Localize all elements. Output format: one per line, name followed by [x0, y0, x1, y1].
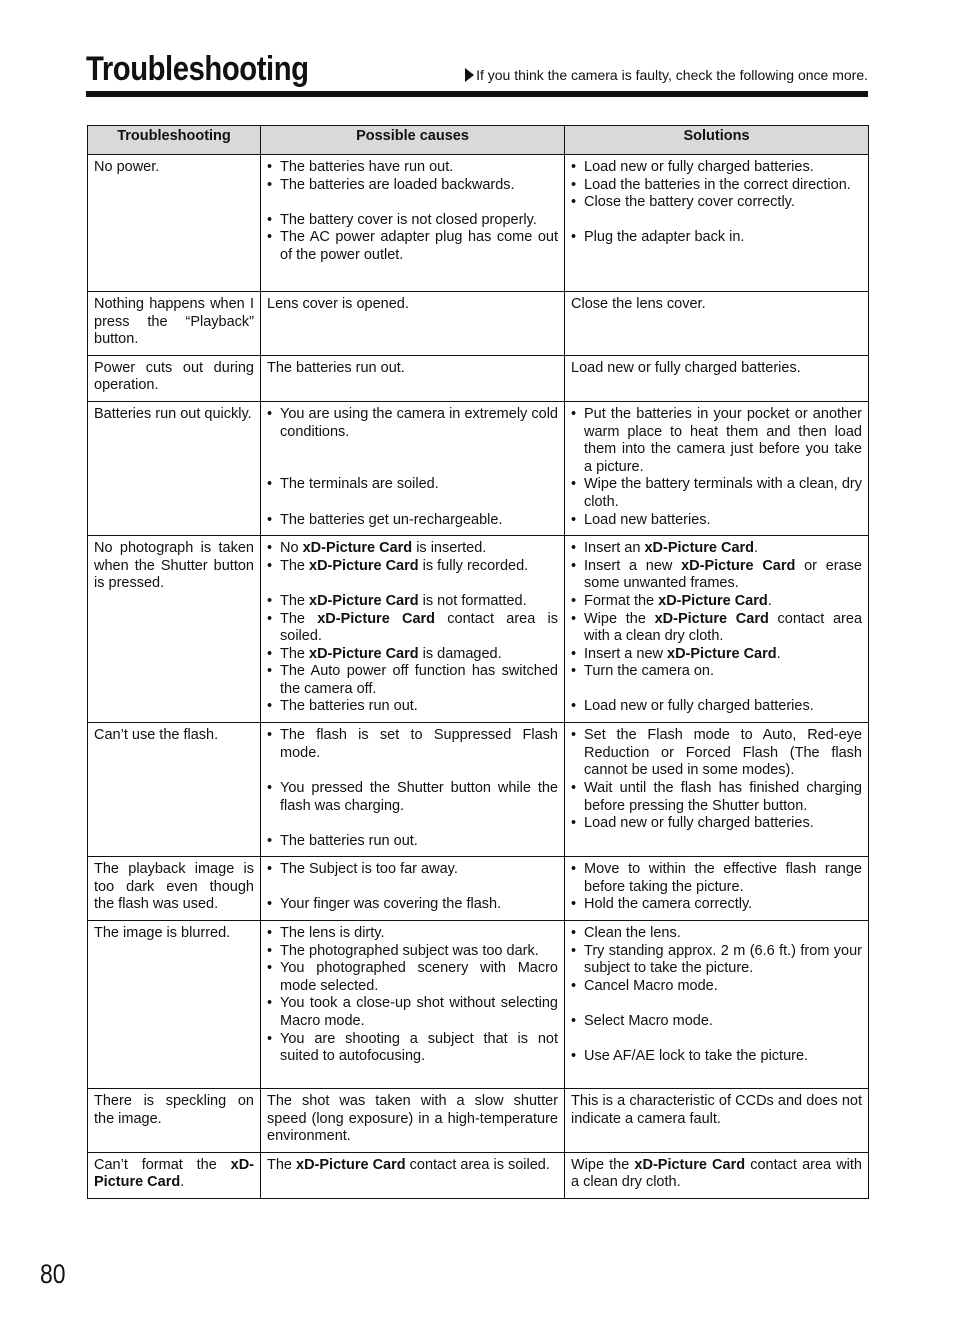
solution-item: • Clean the lens.	[571, 925, 862, 943]
column-header-troubleshooting: Troubleshooting	[88, 126, 261, 155]
solutions-cell	[565, 723, 869, 857]
solution-item: • Format the xD-Picture Card.	[571, 593, 862, 611]
cause-item: • The xD-Picture Card is damaged.	[267, 646, 558, 664]
solution-cell: This is a characteristic of CCDs and does not indicate a camera fault.	[565, 1089, 869, 1153]
table-row	[88, 921, 869, 1089]
solution-item: • Load new batteries.	[571, 512, 862, 530]
problem-cell: Batteries run out quickly.	[88, 401, 261, 535]
solution-cell: Close the lens cover.	[565, 292, 869, 356]
causes-cell	[261, 401, 565, 535]
solutions-cell	[565, 401, 869, 535]
solution-item: • Insert a new xD-Picture Card or erase some unwanted frames.	[571, 558, 862, 593]
cause-cell: The batteries run out.	[261, 355, 565, 401]
cause-item: • Your finger was covering the flash.	[267, 896, 558, 914]
problem-cell: There is speckling on the image.	[88, 1089, 261, 1153]
cause-item: • The AC power adapter plug has come out of the power outlet.	[267, 229, 558, 264]
cause-item: • No xD-Picture Card is inserted.	[267, 540, 558, 558]
cause-item: • You are using the camera in extremely cold conditions.	[267, 406, 558, 441]
cause-item: • The batteries run out.	[267, 833, 558, 851]
problem-cell: Can’t use the flash.	[88, 723, 261, 857]
table-row	[88, 401, 869, 535]
solution-item: • Load new or fully charged batteries.	[571, 698, 862, 716]
solution-item: • Wipe the battery terminals with a clean, dry cloth.	[571, 476, 862, 511]
solution-item: • Plug the adapter back in.	[571, 229, 862, 247]
solution-item: • Set the Flash mode to Auto, Red-eye Reduction or Forced Flash (The flash cannot be used in some modes).	[571, 727, 862, 780]
solution-item: • Cancel Macro mode.	[571, 978, 862, 996]
column-header-solutions: Solutions	[565, 126, 869, 155]
cause-cell: The xD-Picture Card contact area is soiled.	[261, 1152, 565, 1198]
problem-cell: Nothing happens when I press the “Playback” button.	[88, 292, 261, 356]
solution-item: • Close the battery cover correctly.	[571, 194, 862, 212]
cause-item: • The flash is set to Suppressed Flash mode.	[267, 727, 558, 762]
causes-cell	[261, 723, 565, 857]
problem-cell: The image is blurred.	[88, 921, 261, 1089]
solution-item: • Insert an xD-Picture Card.	[571, 540, 862, 558]
cause-item: • The photographed subject was too dark.	[267, 943, 558, 961]
causes-cell	[261, 857, 565, 921]
title-rule	[86, 91, 868, 97]
solutions-cell	[565, 857, 869, 921]
solutions-cell	[565, 536, 869, 723]
cause-cell: The shot was taken with a slow shutter speed (long exposure) in a high-temperature environment.	[261, 1089, 565, 1153]
solution-cell: Wipe the xD-Picture Card contact area with a clean dry cloth.	[565, 1152, 869, 1198]
solution-item: • Turn the camera on.	[571, 663, 862, 681]
cause-item: • The terminals are soiled.	[267, 476, 558, 494]
cause-item: • You photographed scenery with Macro mode selected.	[267, 960, 558, 995]
solution-item: • Try standing approx. 2 m (6.6 ft.) from your subject to take the picture.	[571, 943, 862, 978]
problem-cell: The playback image is too dark even though the flash was used.	[88, 857, 261, 921]
cause-item: • You took a close-up shot without selecting Macro mode.	[267, 995, 558, 1030]
problem-cell: Can’t format the xD-Picture Card.	[88, 1152, 261, 1198]
causes-cell	[261, 155, 565, 292]
cause-item: • The batteries are loaded backwards.	[267, 177, 558, 195]
troubleshooting-table	[87, 125, 869, 1199]
table-row	[88, 155, 869, 292]
cause-item: • The battery cover is not closed properly.	[267, 212, 558, 230]
problem-cell: Power cuts out during operation.	[88, 355, 261, 401]
solution-item: • Use AF/AE lock to take the picture.	[571, 1048, 862, 1066]
table-row	[88, 355, 869, 401]
table-row	[88, 1152, 869, 1198]
solution-cell: Load new or fully charged batteries.	[565, 355, 869, 401]
table-header-row	[88, 126, 869, 155]
right-triangle-icon	[465, 68, 474, 82]
causes-cell	[261, 921, 565, 1089]
cause-item: • The xD-Picture Card is fully recorded.	[267, 558, 558, 576]
table-row	[88, 292, 869, 356]
causes-cell	[261, 536, 565, 723]
subtitle-text: If you think the camera is faulty, check the following once more.	[476, 67, 868, 83]
cause-item: • You are shooting a subject that is not suited to autofocusing.	[267, 1031, 558, 1066]
problem-cell: No photograph is taken when the Shutter button is pressed.	[88, 536, 261, 723]
cause-item: • The batteries run out.	[267, 698, 558, 716]
table-row	[88, 1089, 869, 1153]
cause-item: • The batteries get un-rechargeable.	[267, 512, 558, 530]
cause-item: • The Auto power off function has switched the camera off.	[267, 663, 558, 698]
solutions-cell	[565, 921, 869, 1089]
cause-item: • The Subject is too far away.	[267, 861, 558, 879]
cause-item: • You pressed the Shutter button while the flash was charging.	[267, 780, 558, 815]
solution-item: • Hold the camera correctly.	[571, 896, 862, 914]
solution-item: • Load new or fully charged batteries.	[571, 159, 862, 177]
table-row	[88, 536, 869, 723]
solutions-cell	[565, 155, 869, 292]
page-title: Troubleshooting	[86, 50, 309, 88]
page-number: 80	[40, 1259, 66, 1289]
solution-item: • Move to within the effective flash range before taking the picture.	[571, 861, 862, 896]
solution-item: • Put the batteries in your pocket or another warm place to heat them and then load them into the camera just before you take a picture.	[571, 406, 862, 476]
cause-cell: Lens cover is opened.	[261, 292, 565, 356]
cause-item: • The batteries have run out.	[267, 159, 558, 177]
table-row	[88, 857, 869, 921]
problem-cell: No power.	[88, 155, 261, 292]
solution-item: • Load the batteries in the correct direction.	[571, 177, 862, 195]
solution-item: • Select Macro mode.	[571, 1013, 862, 1031]
cause-item: • The lens is dirty.	[267, 925, 558, 943]
cause-item: • The xD-Picture Card is not formatted.	[267, 593, 558, 611]
solution-item: • Wipe the xD-Picture Card contact area with a clean dry cloth.	[571, 611, 862, 646]
column-header-possible-causes: Possible causes	[261, 126, 565, 155]
solution-item: • Insert a new xD-Picture Card.	[571, 646, 862, 664]
solution-item: • Wait until the flash has finished charging before pressing the Shutter button.	[571, 780, 862, 815]
cause-item: • The xD-Picture Card contact area is soiled.	[267, 611, 558, 646]
table-row	[88, 723, 869, 857]
page-subtitle	[465, 66, 868, 84]
solution-item: • Load new or fully charged batteries.	[571, 815, 862, 833]
